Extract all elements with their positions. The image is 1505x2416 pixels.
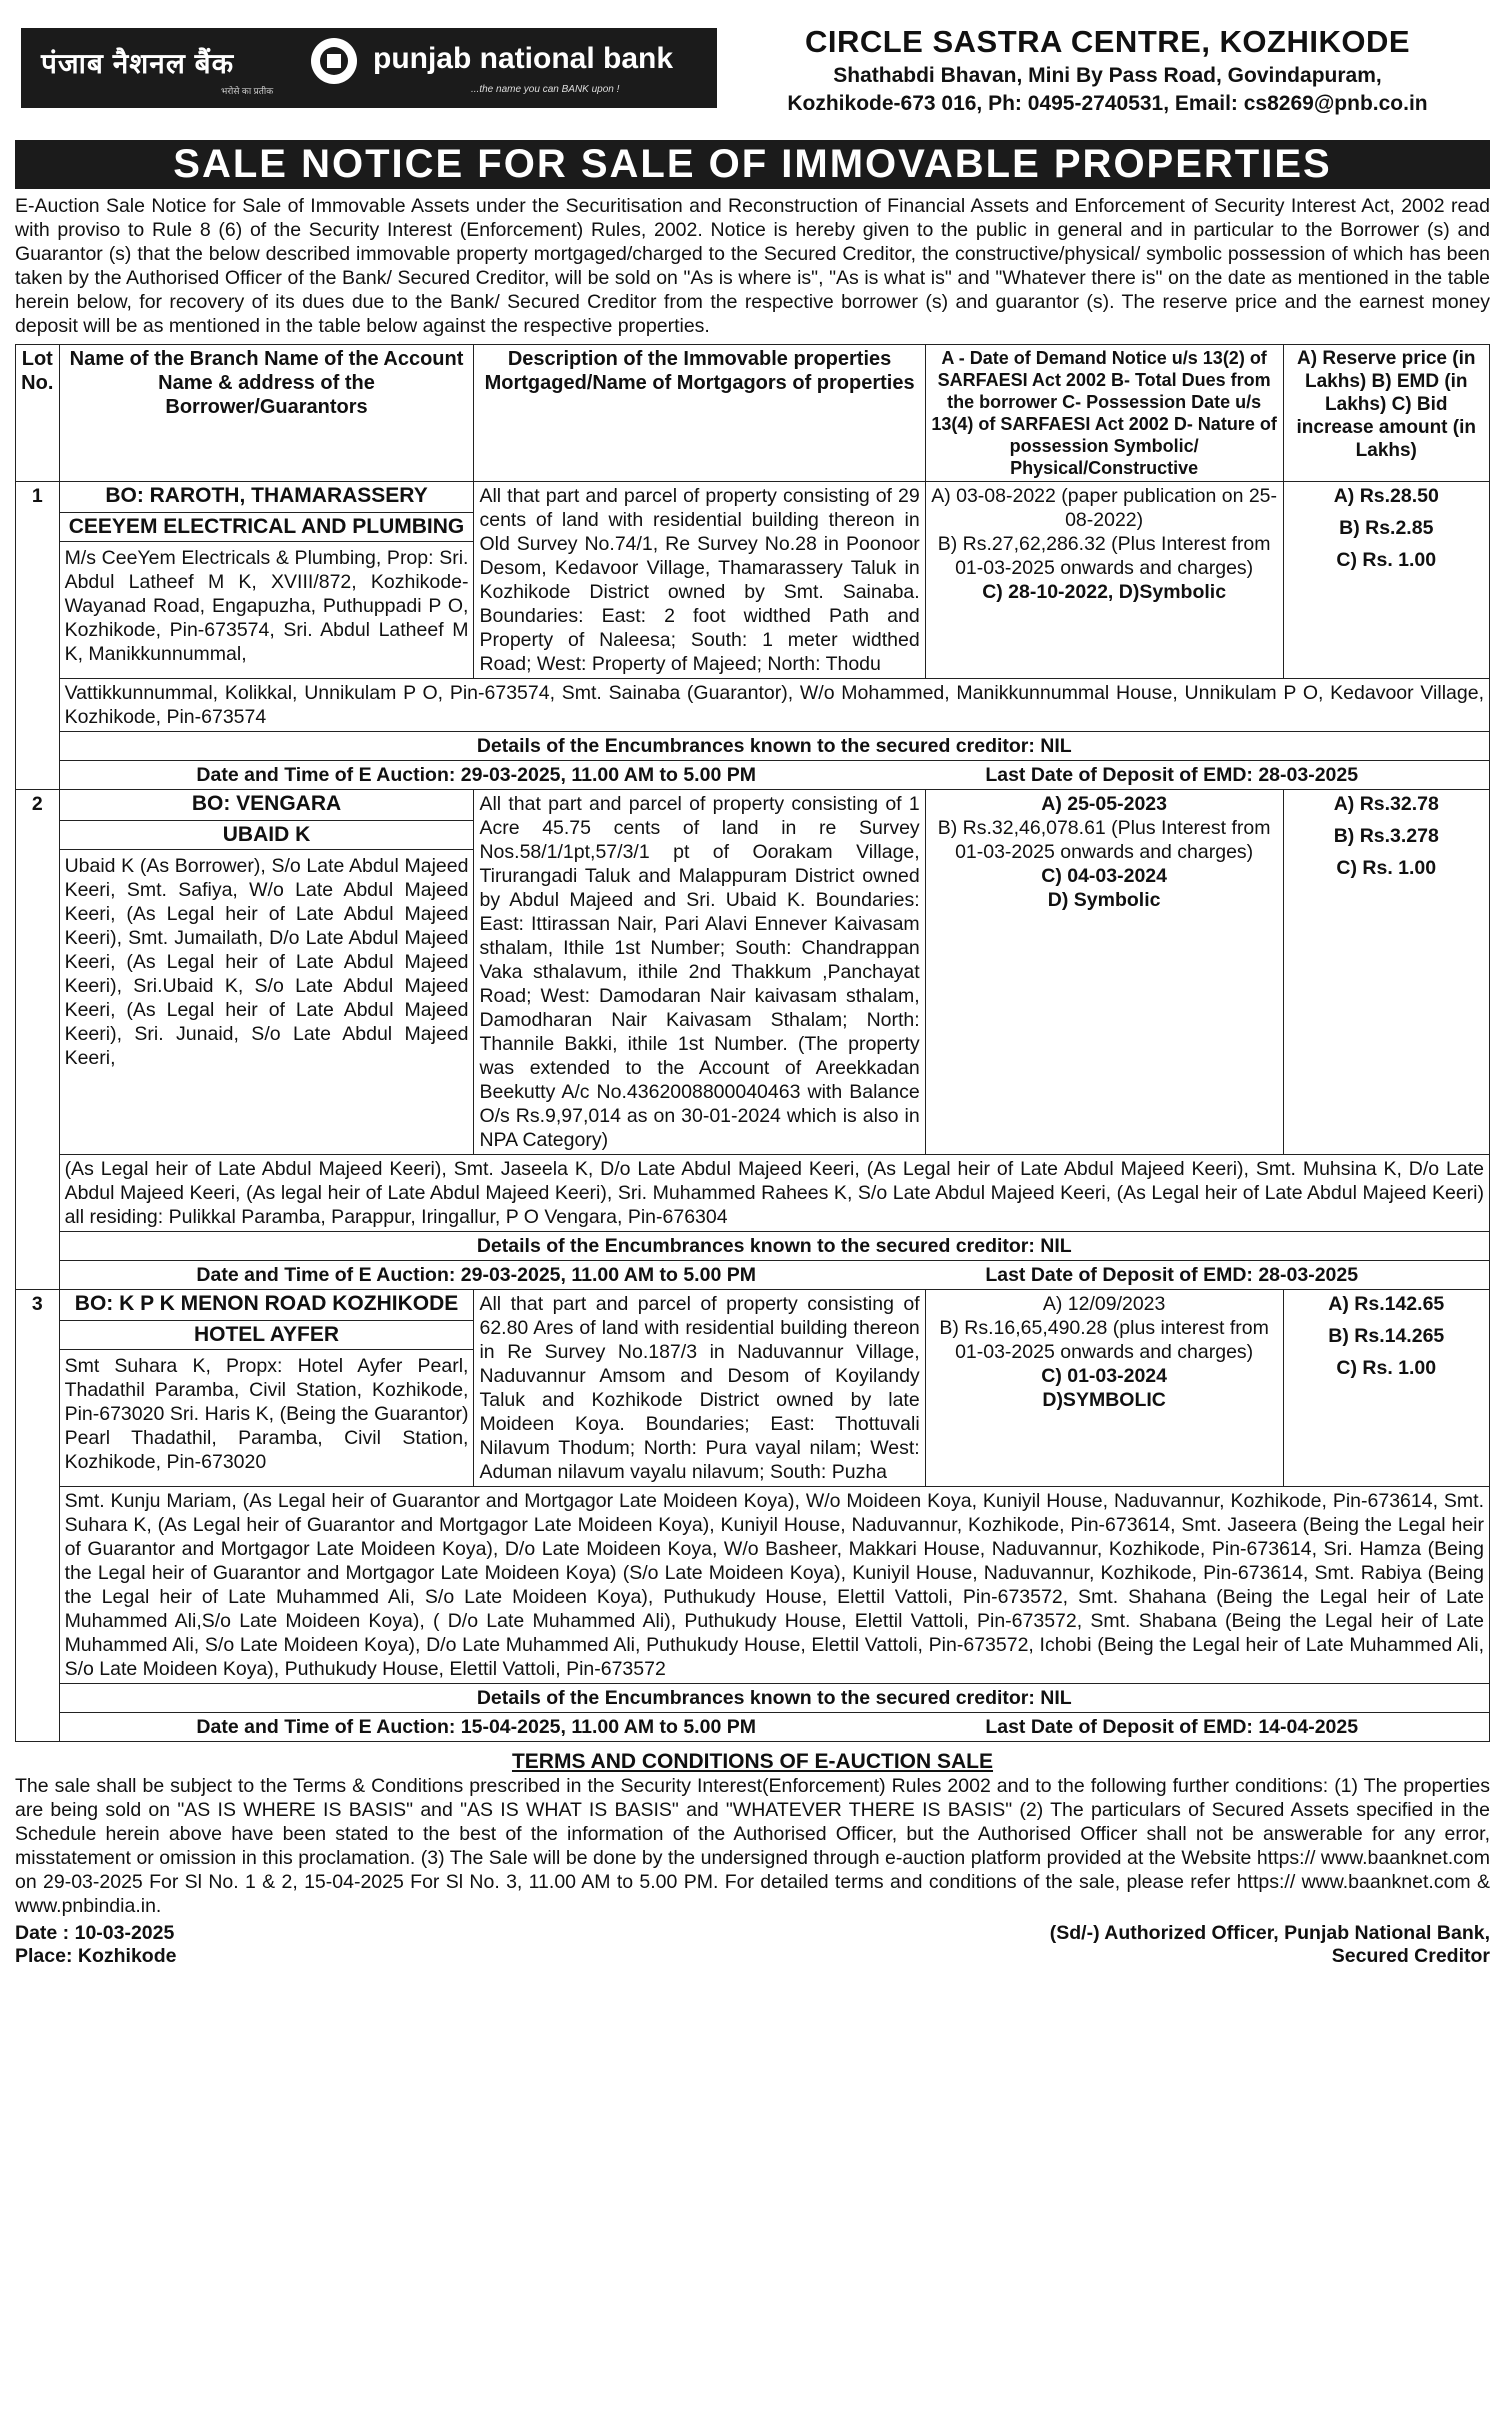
table-row — [16, 482, 1490, 679]
footer-date-place — [15, 1922, 176, 1968]
dues-cell — [925, 1290, 1283, 1487]
encumbrances: Details of the Encumbrances known to the secured creditor: NIL — [59, 1684, 1489, 1713]
table-row — [16, 1487, 1490, 1684]
logo-hindi-text: पंजाब नैशनल बैंक — [41, 48, 235, 79]
signatory-line-2: Secured Creditor — [1331, 1945, 1490, 1967]
reserve-cell — [1283, 790, 1489, 1155]
reserve-cell — [1283, 1290, 1489, 1487]
table-row — [16, 1261, 1490, 1290]
bid-increase: C) Rs. 1.00 — [1336, 857, 1437, 879]
total-dues: B) Rs.16,65,490.28 (plus interest from 01-03-2025 onwards and charges) — [939, 1317, 1269, 1363]
header-reserve: A) Reserve price (in Lakhs) B) EMD (in Lakhs) C) Bid increase amount (in Lakhs) — [1283, 345, 1489, 482]
borrower-continuation: (As Legal heir of Late Abdul Majeed Keeri), Smt. Jaseela K, D/o Late Abdul Majeed Keeri, (As Legal heir of Late Abdul Majeed Keeri), Smt. Muhsina K, D/o Late Abdul Majeed Keeri, (As legal heir of Late Abdul Majeed Keeri), Sri. Muhammed Rahees K, S/o Late Abdul Majeed Keeri, (As Legal heir of Late Abdul Majeed Keeri) all residing: Pulikkal Paramba, Parappur, Iringallur, P O Vengara, Pin-676304 — [59, 1155, 1489, 1232]
borrower-continuation: Vattikkunnummal, Kolikkal, Unnikulam P O, Pin-673574, Smt. Sainaba (Guarantor), W/o Mohammed, Manikkunnummal House, Unnikulam P O, Kedavoor Village, Kozhikode, Pin-673574 — [59, 679, 1489, 732]
logo-tagline: ...the name you can BANK upon ! — [471, 84, 620, 95]
office-address-1: Shathabdi Bhavan, Mini By Pass Road, Govindapuram, — [833, 64, 1382, 87]
table-header-row — [16, 345, 1490, 482]
borrower-details: Smt Suhara K, Propx: Hotel Ayfer Pearl, Thadathil Paramba, Civil Station, Kozhikode, Pin-673020 Sri. Haris K, (Being the Guarantor) Pearl Thadathil, Paramba, Civil Station, Kozhikode, Pin-673020 — [64, 1355, 469, 1473]
lot-number: 2 — [16, 790, 60, 1290]
logo-tagline-hindi: भरोसे का प्रतीक — [221, 86, 274, 96]
dues-cell — [925, 790, 1283, 1155]
table-row — [16, 1684, 1490, 1713]
total-dues: B) Rs.32,46,078.61 (Plus Interest from 01-03-2025 onwards and charges) — [937, 817, 1271, 863]
properties-table — [15, 344, 1490, 1742]
emd-amount: B) Rs.2.85 — [1339, 517, 1434, 539]
borrower-cell — [59, 482, 474, 679]
borrower-details: M/s CeeYem Electricals & Plumbing, Prop: Sri. Abdul Latheef M K, XVIII/872, Kozhikode-Wayanad Road, Engapuzha, Puthuppadi P O, Kozhikode, Pin-673574, Sri. Abdul Latheef M K, Manikkunnummal, — [64, 547, 469, 665]
emd-deadline: Last Date of Deposit of EMD: 28-03-2025 — [985, 764, 1359, 786]
possession-nature: D) Symbolic — [1047, 889, 1161, 911]
pnb-emblem-icon — [311, 38, 357, 84]
demand-notice-date: A) 25-05-2023 — [1041, 793, 1167, 815]
auction-date: Date and Time of E Auction: 15-04-2025, 11.00 AM to 5.00 PM — [196, 1716, 756, 1738]
possession-date: C) 28-10-2022, D)Symbolic — [982, 581, 1227, 603]
account-name: UBAID K — [60, 820, 474, 850]
terms-text: The sale shall be subject to the Terms & Conditions prescribed in the Security Interest(Enforcement) Rules 2002 and to the following further conditions: (1) The properties are being sold on "AS IS WHERE IS BASIS" and "AS IS WHAT IS BASIS" and "WHATEVER THERE IS BASIS" (2) The particulars of Secured Assets specified in the Schedule herein above have been stated to the best of the information of the Authorised Officer, but the Authorised Officer shall not be answerable for any error, misstatement or omission in this proclamation. (3) The Sale will be done by the undersigned through e-auction platform provided at the Website https:// www.baanknet.com on 29-03-2025 For Sl No. 1 & 2, 15-04-2025 For Sl No. 3, 11.00 AM to 5.00 PM. For detailed terms and conditions of the sale, please refer https:// www.baanknet.com & www.pnbindia.in. — [15, 1775, 1490, 1917]
table-row — [16, 1155, 1490, 1232]
table-row — [16, 1713, 1490, 1742]
property-description: All that part and parcel of property consisting of 1 Acre 45.75 cents of land in re Survey Nos.58/1/1pt,57/3/1 pt of Oorakam Village, Tirurangadi Taluk and Malappuram District owned by Abdul Majeed and Sri. Ubaid K. Boundaries: East: Ittirassan Nair, Pari Alavi Ennever Kaivasam sthalam, Ithile 1st Number; South: Chandrappan Vaka sthalavum, ithile 2nd Thakkum ,Panchayat Road; West: Damodaran Nair kaivasam sthalam, Damodharan Nair Kaivasam Sthalam; North: Thannile Bakki, ithile 1st Number. (The property was extended to the Account of Areekkadan Beekutty A/c No.4362008800040463 with Balance O/s Rs.9,97,014 as on 30-01-2024 which is also in NPA Category) — [474, 790, 925, 1155]
possession-date: C) 01-03-2024 — [1041, 1365, 1167, 1387]
borrower-cell — [59, 1290, 474, 1487]
reserve-cell — [1283, 482, 1489, 679]
reserve-price: A) Rs.28.50 — [1333, 485, 1439, 507]
total-dues: B) Rs.27,62,286.32 (Plus Interest from 01-03-2025 onwards and charges) — [937, 533, 1271, 579]
borrower-cell — [59, 790, 474, 1155]
footer-signatory — [1050, 1922, 1490, 1968]
table-row — [16, 790, 1490, 1155]
auction-date: Date and Time of E Auction: 29-03-2025, 11.00 AM to 5.00 PM — [196, 1264, 756, 1286]
dues-cell — [925, 482, 1283, 679]
property-description: All that part and parcel of property consisting of 62.80 Ares of land with residential building thereon in Re Survey No.187/3 in Naduvannur Village, Naduvannur Amsom and Desom of Koyilandy Taluk and Kozhikode District owned by late Moideen Koya. Boundaries; East: Thottuvali Nilavum Thodum; North: Pura vayal nilam; West: Aduman nilavum vayalu nilavum; South: Puzha — [474, 1290, 925, 1487]
table-row — [16, 732, 1490, 761]
header-branch: Name of the Branch Name of the Account Name & address of the Borrower/Guarantors — [59, 345, 474, 482]
office-block — [725, 24, 1490, 116]
auction-date: Date and Time of E Auction: 29-03-2025, 11.00 AM to 5.00 PM — [196, 764, 756, 786]
bid-increase: C) Rs. 1.00 — [1336, 1357, 1437, 1379]
intro-paragraph: E-Auction Sale Notice for Sale of Immovable Assets under the Securitisation and Reconstruction of Financial Assets and Enforcement of Security Interest Act, 2002 read with proviso to Rule 8 (6) of the Security Interest (Enforcement) Rules, 2002. Notice is hereby given to the public in general and in particular to the Borrower (s) and Guarantor (s) that the below described immovable property mortgaged/charged to the Secured Creditor, the constructive/physical/ symbolic possession of which has been taken by the Authorised Officer of the Bank/ Secured Creditor, will be sold on "As is where is", "As is what is" and "Whatever there is" on the date as mentioned in the table herein below, for recovery of its dues due to the Bank/ Secured Creditor from the respective borrower (s) and guarantor (s). The reserve price and the earnest money deposit will be as mentioned in the table below against the respective properties. — [15, 195, 1490, 337]
demand-notice-date: A) 12/09/2023 — [1042, 1293, 1166, 1315]
possession-date: C) 04-03-2024 — [1041, 865, 1167, 887]
encumbrances: Details of the Encumbrances known to the secured creditor: NIL — [59, 732, 1489, 761]
account-name: HOTEL AYFER — [60, 1320, 474, 1350]
notice-header — [15, 22, 1490, 130]
emd-amount: B) Rs.14.265 — [1328, 1325, 1445, 1347]
header-dues: A - Date of Demand Notice u/s 13(2) of SARFAESI Act 2002 B- Total Dues from the borrower C- Possession Date u/s 13(4) of SARFAESI Act 2002 D- Nature of possession Symbolic/ Physical/Constructive — [925, 345, 1283, 482]
branch-name: BO: VENGARA — [191, 792, 342, 815]
lot-number: 3 — [16, 1290, 60, 1742]
branch-name: BO: RAROTH, THAMARASSERY — [105, 484, 428, 507]
table-row — [16, 1232, 1490, 1261]
logo-english-text: punjab national bank — [373, 42, 674, 75]
sale-notice-page — [15, 0, 1490, 1982]
reserve-price: A) Rs.142.65 — [1328, 1293, 1445, 1315]
notice-banner: SALE NOTICE FOR SALE OF IMMOVABLE PROPERTIES — [15, 140, 1490, 189]
branch-name: BO: K P K MENON ROAD KOZHIKODE — [74, 1292, 459, 1315]
emd-amount: B) Rs.3.278 — [1333, 825, 1439, 847]
demand-notice-date: A) 03-08-2022 (paper publication on 25-08-2022) — [931, 485, 1278, 531]
borrower-details: Ubaid K (As Borrower), S/o Late Abdul Majeed Keeri, Smt. Safiya, W/o Late Abdul Majeed Keeri, (As Legal heir of Late Abdul Majeed Keeri), Smt. Jumailath, D/o Late Abdul Majeed Keeri, (As Legal heir of Late Abdul Majeed Keeri), Sri.Ubaid K, S/o Late Abdul Majeed Keeri, (As Legal heir of Late Abdul Majeed Keeri), Sri. Junaid, S/o Late Abdul Majeed Keeri, — [64, 855, 469, 1069]
header-lot: Lot No. — [16, 345, 60, 482]
lot-number: 1 — [16, 482, 60, 790]
possession-nature: D)SYMBOLIC — [1042, 1389, 1166, 1411]
signatory-line-1: (Sd/-) Authorized Officer, Punjab National Bank, — [1049, 1922, 1490, 1944]
emd-deadline: Last Date of Deposit of EMD: 14-04-2025 — [985, 1716, 1359, 1738]
notice-place: Place: Kozhikode — [15, 1945, 177, 1967]
terms-title: TERMS AND CONDITIONS OF E-AUCTION SALE — [511, 1750, 994, 1773]
office-address-2: Kozhikode-673 016, Ph: 0495-2740531, Email: cs8269@pnb.co.in — [787, 92, 1428, 115]
table-row — [16, 761, 1490, 790]
auction-row — [59, 1261, 1489, 1290]
bid-increase: C) Rs. 1.00 — [1336, 549, 1437, 571]
emd-deadline: Last Date of Deposit of EMD: 28-03-2025 — [985, 1264, 1359, 1286]
notice-date: Date : 10-03-2025 — [15, 1922, 175, 1944]
auction-row — [59, 761, 1489, 790]
office-title: CIRCLE SASTRA CENTRE, KOZHIKODE — [804, 24, 1411, 59]
reserve-price: A) Rs.32.78 — [1333, 793, 1439, 815]
auction-row — [59, 1713, 1489, 1742]
notice-footer — [15, 1922, 1490, 1982]
encumbrances: Details of the Encumbrances known to the secured creditor: NIL — [59, 1232, 1489, 1261]
account-name: CEEYEM ELECTRICAL AND PLUMBING — [60, 512, 474, 542]
table-row — [16, 679, 1490, 732]
borrower-continuation: Smt. Kunju Mariam, (As Legal heir of Guarantor and Mortgagor Late Moideen Koya), W/o Moideen Koya, Kuniyil House, Naduvannur, Kozhikode, Pin-673614, Smt. Suhara K, (As Legal heir of Guarantor and Mortgagor Late Moideen Koya), Kuniyil House, Naduvannur, Kozhikode, Pin-673614, Smt. Jaseera (Being the Legal heir of Guarantor and Mortgagor Late Moideen Koya), D/o Late Moideen Koya, W/o Basheer, Makkari House, Naduvannur, Kozhikode, Pin-673614, Sri. Hamza (Being the Legal heir of Guarantor and Mortgagor Late Moideen Koya) (S/o Late Moideen Koya), Kuniyil House, Naduvannur, Kozhikode, Pin-673614, Smt. Rabiya (Being the Legal heir of Late Muhammed Ali, S/o Late Moideen Koya), Puthukudy House, Elettil Vattoli, Pin-673572, Smt. Shahana (Being the Legal heir of Late Muhammed Ali,S/o Late Moideen Koya), ( D/o Late Muhammed Ali), Puthukudy House, Elettil Vattoli, Pin-673572, Smt. Shabana (Being the Legal heir of Late Muhammed Ali, S/o Late Moideen Koya), D/o Late Muhammed Ali, Puthukudy House, Elettil Vattoli, Pin-673572, Ichobi (Being the Legal heir of Late Muhammed Ali, S/o Late Moideen Koya), Puthukudy House, Elettil Vattoli, Pin-673572 — [59, 1487, 1489, 1684]
bank-logo — [21, 28, 717, 108]
property-description: All that part and parcel of property consisting of 29 cents of land with residential building thereon in Old Survey No.74/1, Re Survey No.28 in Poonoor Desom, Kedavoor Village, Thamarassery Taluk in Kozhikode District owned by Smt. Sainaba. Boundaries: East: 2 foot widthed Path and Property of Naleesa; South: 1 meter widthed Road; West: Property of Majeed; North: Thodu — [474, 482, 925, 679]
header-description: Description of the Immovable properties Mortgaged/Name of Mortgagors of properties — [474, 345, 925, 482]
table-row — [16, 1290, 1490, 1487]
